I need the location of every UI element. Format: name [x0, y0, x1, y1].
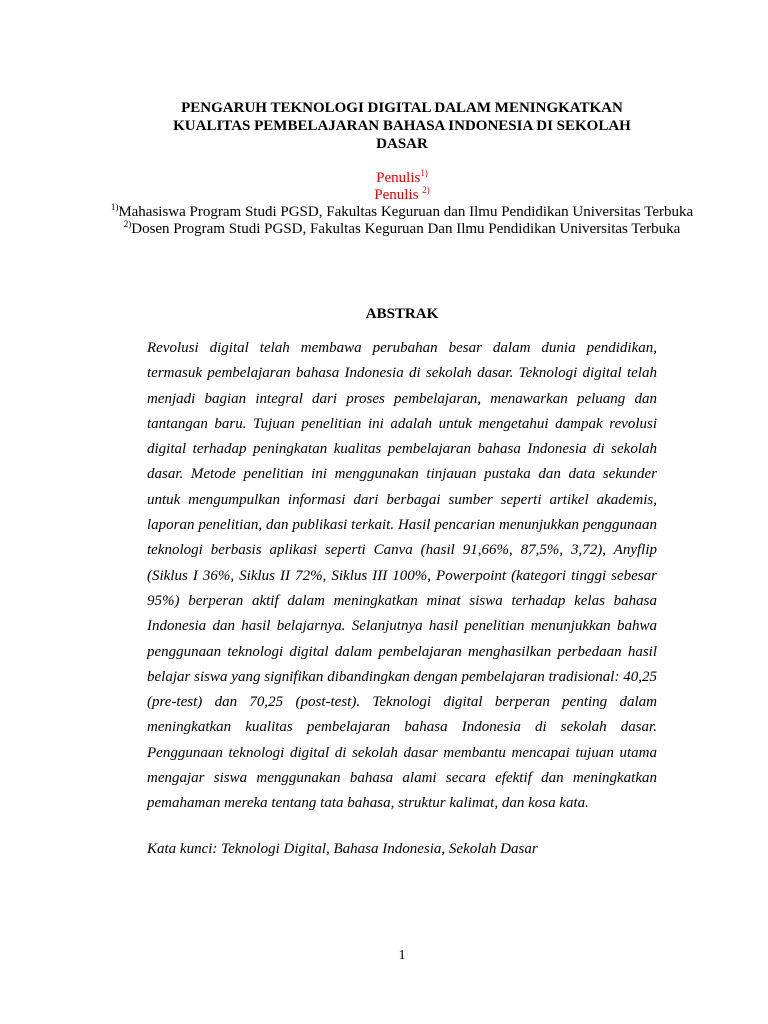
paper-title: PENGARUH TEKNOLOGI DIGITAL DALAM MENINGKATKAN KUALITAS PEMBELAJARAN BAHASA INDONESIA DI SEKOLAH DASAR: [173, 100, 631, 152]
abstract-body: Revolusi digital telah membawa perubahan besar dalam dunia pendidikan, termasuk pembelajaran bahasa Indonesia di sekolah dasar. Teknologi digital telah menjadi bagian integral dari proses pembelajaran, menawarkan peluang dan tantangan baru. Tujuan penelitian ini adalah untuk mengetahui dampak revolusi digital terhadap peningkatan kualitas pembelajaran bahasa Indonesia di sekolah dasar. Metode penelitian ini menggunakan tinjauan pustaka dan data sekunder untuk mengumpulkan informasi dari berbagai sumber seperti artikel akademis, laporan penelitian, dan publikasi terkait. Hasil pencarian menunjukkan penggunaan teknologi berbasis aplikasi seperti Canva (hasil 91,66%, 87,5%, 3,72), Anyflip (Siklus I 36%, Siklus II 72%, Siklus III 100%, Powerpoint (kategori tinggi sebesar 95%) berperan aktif dalam meningkatkan minat siswa terhadap kelas bahasa Indonesia dan hasil belajarnya. Selanjutnya hasil penelitian menunjukkan bahwa penggunaan teknologi digital dalam pembelajaran menghasilkan perbedaan hasil belajar siswa yang signifikan dibandingkan dengan pembelajaran tradisional: 40,25 (pre-test) dan 70,25 (post-test). Teknologi digital berperan penting dalam meningkatkan kualitas pembelajaran bahasa Indonesia di sekolah dasar. Penggunaan teknologi digital di sekolah dasar membantu mencapai tujuan utama mengajar siswa menggunakan bahasa alami secara efektif dan meningkatkan pemahaman mereka tentang tata bahasa, struktur kalimat, dan kosa kata.: [147, 340, 657, 812]
author-2: [100, 187, 704, 204]
author-2-name: Penulis: [374, 187, 423, 203]
affiliation-1-marker: 1): [110, 202, 119, 212]
keywords: Kata kunci: Teknologi Digital, Bahasa Indonesia, Sekolah Dasar: [147, 841, 538, 857]
affiliation-1: [100, 204, 704, 221]
page-number: 1: [398, 948, 406, 963]
affiliation-1-text: Mahasiswa Program Studi PGSD, Fakultas Keguruan dan Ilmu Pendidikan Universitas Terbuka: [118, 204, 694, 220]
author-2-marker: 2): [422, 185, 430, 195]
affiliation-2-text: Dosen Program Studi PGSD, Fakultas Keguruan Dan Ilmu Pendidikan Universitas Terbuka: [131, 221, 681, 237]
author-1: [100, 170, 704, 187]
affiliation-2-marker: 2): [123, 219, 132, 229]
abstract-heading: ABSTRAK: [365, 306, 439, 322]
affiliation-2: [100, 221, 704, 238]
author-1-marker: 1): [420, 168, 428, 178]
author-1-name: Penulis: [376, 170, 421, 186]
author-block: [100, 170, 704, 238]
